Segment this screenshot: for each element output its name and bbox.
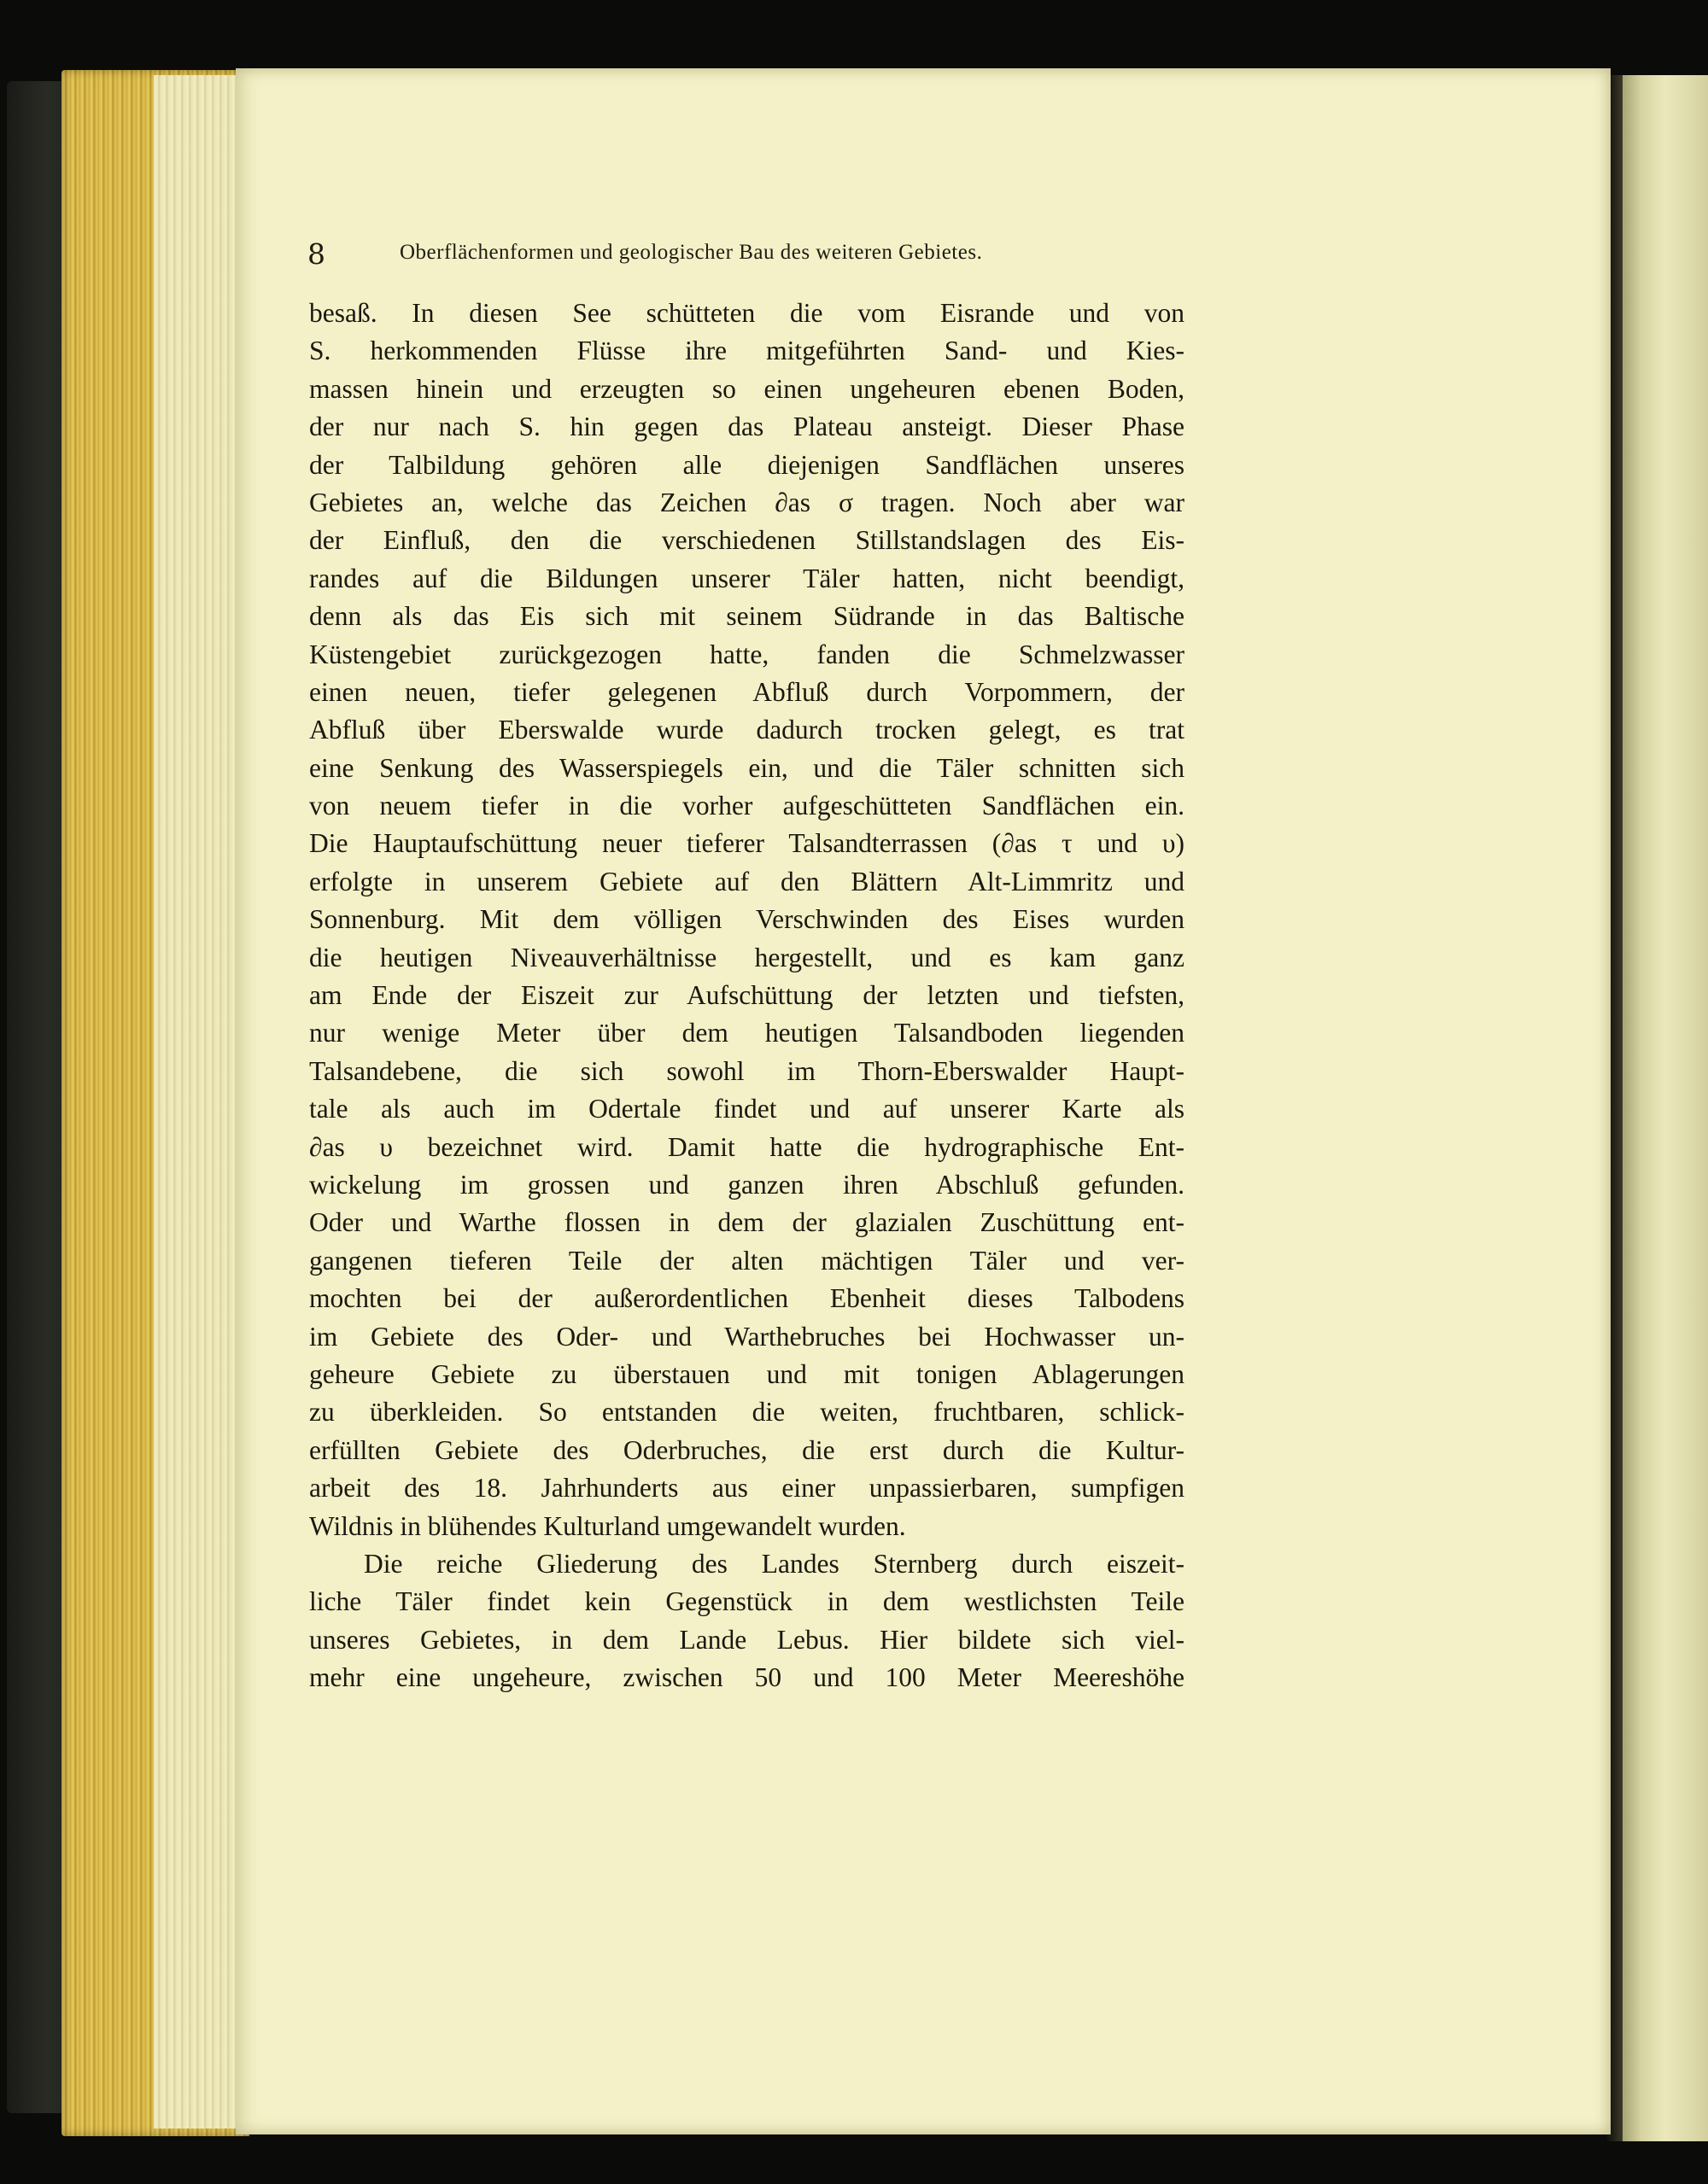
text-line: der Talbildung gehören alle diejenigen Sandflächen unseres	[309, 449, 1184, 480]
text-line: geheure Gebiete zu überstauen und mit tonigen Ablagerungen	[309, 1358, 1184, 1389]
text-line: Die Hauptaufschüttung neuer tieferer Talsandterrassen (∂as τ und υ)	[309, 828, 1184, 859]
text-line: nur wenige Meter über dem heutigen Talsandboden liegenden	[309, 1018, 1184, 1048]
text-line: Gebietes an, welche das Zeichen ∂as σ tragen. Noch aber war	[309, 487, 1184, 517]
text-line: mochten bei der außerordentlichen Ebenheit dieses Talbodens	[309, 1283, 1184, 1314]
text-line: denn als das Eis sich mit seinem Südrande in das Baltische	[309, 601, 1184, 632]
body-text	[309, 295, 1184, 1797]
text-line: S. herkommenden Flüsse ihre mitgeführten Sand- und Kies-	[309, 336, 1184, 366]
page-edges-inner	[154, 75, 248, 2129]
text-line: Die reiche Gliederung des Landes Sternberg durch eiszeit-	[364, 1548, 1184, 1579]
paragraph-1	[309, 295, 1184, 1545]
text-line: Oder und Warthe flossen in dem der glazialen Zuschüttung ent-	[309, 1207, 1184, 1238]
text-line: Sonnenburg. Mit dem völligen Verschwinden des Eises wurden	[309, 904, 1184, 935]
text-line: erfolgte in unserem Gebiete auf den Blättern Alt-Limmritz und	[309, 866, 1184, 896]
text-line: mehr eine ungeheure, zwischen 50 und 100 Meter Meereshöhe	[309, 1662, 1184, 1693]
text-line: der nur nach S. hin gegen das Plateau ansteigt. Dieser Phase	[309, 412, 1184, 442]
page-number: 8	[307, 237, 325, 271]
text-line: arbeit des 18. Jahrhunderts aus einer unpassierbaren, sumpfigen	[309, 1473, 1184, 1504]
text-line: gangenen tieferen Teile der alten mächtigen Täler und ver-	[309, 1245, 1184, 1276]
text-line: wickelung im grossen und ganzen ihren Abschluß gefunden.	[309, 1169, 1184, 1200]
text-line: besaß. In diesen See schütteten die vom Eisrande und von	[309, 298, 1184, 328]
text-line: einen neuen, tiefer gelegenen Abfluß durch Vorpommern, der	[309, 676, 1184, 707]
text-line: unseres Gebietes, in dem Lande Lebus. Hier bildete sich viel-	[309, 1624, 1184, 1655]
text-line: eine Senkung des Wasserspiegels ein, und die Täler schnitten sich	[309, 752, 1184, 783]
text-line: die heutigen Niveauverhältnisse hergestellt, und es kam ganz	[309, 942, 1184, 972]
text-line: der Einfluß, den die verschiedenen Stillstandslagen des Eis-	[309, 525, 1184, 556]
text-line: tale als auch im Odertale findet und auf unserer Karte als	[309, 1094, 1184, 1124]
running-title: Oberflächenformen und geologischer Bau des weiteren Gebietes.	[400, 241, 983, 264]
text-line: im Gebiete des Oder- und Warthebruches bei Hochwasser un-	[309, 1321, 1184, 1352]
text-line: liche Täler findet kein Gegenstück in dem westlichsten Teile	[309, 1586, 1184, 1617]
text-line: am Ende der Eiszeit zur Aufschüttung der letzten und tiefsten,	[309, 980, 1184, 1011]
text-line: Abfluß über Eberswalde wurde dadurch trocken gelegt, es trat	[309, 715, 1184, 745]
text-line: erfüllten Gebiete des Oderbruches, die erst durch die Kultur-	[309, 1434, 1184, 1465]
text-line: zu überkleiden. So entstanden die weiten, fruchtbaren, schlick-	[309, 1397, 1184, 1428]
next-page-edge	[1612, 75, 1708, 2141]
text-line: ∂as υ bezeichnet wird. Damit hatte die hydrographische Ent-	[309, 1131, 1184, 1162]
text-line: Küstengebiet zurückgezogen hatte, fanden die Schmelzwasser	[309, 639, 1184, 669]
text-line: Wildnis in blühendes Kulturland umgewandelt wurden.	[309, 1510, 906, 1541]
text-line: randes auf die Bildungen unserer Täler hatten, nicht beendigt,	[309, 563, 1184, 593]
running-head	[307, 237, 1332, 289]
text-line: von neuem tiefer in die vorher aufgeschütteten Sandflächen ein.	[309, 791, 1184, 821]
text-line: Talsandebene, die sich sowohl im Thorn-Eberswalder Haupt-	[309, 1055, 1184, 1086]
text-line: massen hinein und erzeugten so einen ungeheuren ebenen Boden,	[309, 373, 1184, 404]
paragraph-2	[309, 1545, 1184, 1697]
